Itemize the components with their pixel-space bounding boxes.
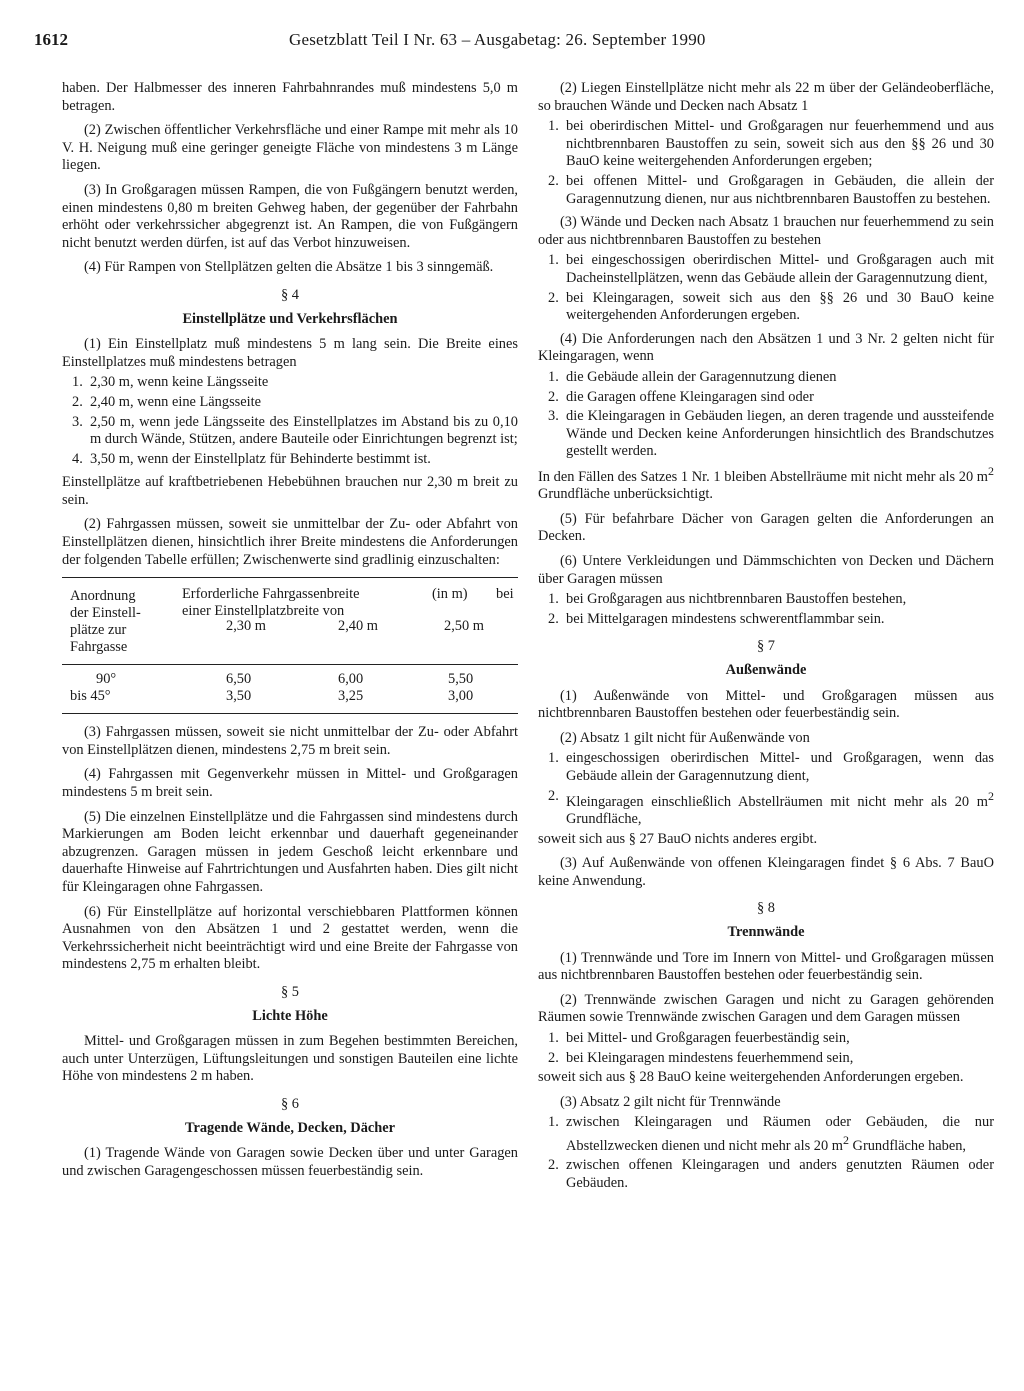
list-item	[538, 788, 994, 829]
table-header-cell: Erforderliche Fahrgassenbreite	[182, 586, 360, 603]
list-number: 1.	[548, 1029, 559, 1046]
left-column	[62, 80, 518, 1187]
list-number: 2.	[548, 1157, 559, 1174]
list-text: bei Kleingaragen mindestens feuerhemmend sein,	[566, 1049, 854, 1066]
text-fragment: Grundfläche haben,	[848, 1137, 967, 1154]
list-number: 2.	[548, 172, 559, 189]
table-header-cell: Fahrgasse	[70, 639, 128, 656]
paragraph: Mittel- und Großgaragen müssen in zum Begehen bestimmten Bereichen, auch unter Unterzügen, Lüftungsleitungen und sonstigen Bauteilen eine lichte Höhe von mindestens 2 m haben.	[62, 1033, 518, 1085]
list-text: 2,50 m, wenn jede Längsseite des Einstellplatzes im Abstand bis zu 0,10 m durch Wände, Stützen, andere Bauteile oder Einrichtungen begrenzt ist;	[90, 413, 518, 448]
list-text: die Gebäude allein der Garagennutzung dienen	[566, 368, 837, 385]
section-title: Tragende Wände, Decken, Dächer	[184, 1119, 396, 1136]
list-text: bei offenen Mittel- und Großgaragen in Gebäuden, die allein der Garagennutzung dienen, nur aus nichtbrennbaren Baustoffen zu bestehen.	[566, 172, 994, 207]
list-item	[538, 173, 994, 208]
list-number: 4.	[72, 450, 83, 467]
table-header-cell: 2,30 m	[226, 618, 266, 635]
paragraph: (2) Trennwände zwischen Garagen und nicht zu Garagen gehörenden Räumen sowie Trennwände zwischen Garagen und dem Garagen müssen	[538, 991, 994, 1026]
paragraph: (1) Ein Einstellplatz muß mindestens 5 m lang sein. Die Breite eines Einstellplatzes muß mindestens betragen	[62, 336, 518, 370]
list-number: 2.	[72, 393, 83, 410]
list-number: 3.	[548, 408, 559, 425]
list-item	[538, 252, 994, 287]
lane-width-table	[62, 577, 518, 714]
table-header-cell: bei	[496, 586, 514, 603]
list-number: 1.	[548, 591, 559, 608]
list-text: 3,50 m, wenn der Einstellplatz für Behinderte bestimmt ist.	[90, 450, 431, 467]
list-text: die Kleingaragen in Gebäuden liegen, an deren tragende und aussteifende Wände und Decken keine Anforderungen hinsichtlich des Brandschutzes gestellt werden.	[566, 408, 994, 460]
list-number: 3.	[72, 413, 83, 430]
numbered-list	[538, 1114, 994, 1192]
numbered-list	[62, 374, 518, 468]
paragraph: (2) Liegen Einstellplätze nicht mehr als 22 m über der Geländeoberfläche, so brauchen Wände und Decken nach Absatz 1	[538, 80, 994, 114]
paragraph: soweit sich aus § 27 BauO nichts anderes ergibt.	[538, 830, 818, 847]
table-header	[62, 578, 518, 665]
list-number: 2.	[548, 787, 559, 804]
section-number: § 6	[281, 1095, 299, 1112]
paragraph: (4) Die Anforderungen nach den Absätzen 1 und 3 Nr. 2 gelten nicht für Kleingaragen, wenn	[538, 330, 994, 365]
table-body	[62, 665, 518, 713]
list-number: 2.	[548, 388, 559, 405]
superscript: 2	[988, 463, 994, 478]
paragraph: (5) Für befahrbare Dächer von Garagen gelten die Anforderungen an Decken.	[538, 510, 994, 545]
list-item	[538, 1050, 994, 1068]
list-item	[538, 290, 994, 325]
paragraph: (2) Zwischen öffentlicher Verkehrsfläche und einer Rampe mit mehr als 10 V. H. Neigung muß eine geringer geneigte Fläche von mindestens 3 m Länge liegen.	[62, 122, 518, 174]
list-text: die Garagen offene Kleingaragen sind oder	[566, 388, 814, 405]
text-fragment: In den Fällen des Satzes 1 Nr. 1 bleiben Abstellräume mit nicht mehr als 20 m	[538, 468, 988, 485]
paragraph: (6) Untere Verkleidungen und Dämmschichten von Decken und Dächern über Garagen müssen	[538, 553, 994, 587]
list-item	[538, 408, 994, 461]
paragraph: (3) Wände und Decken nach Absatz 1 brauchen nur feuerhemmend zu sein oder aus nichtbrennbaren Baustoffen zu bestehen	[538, 214, 994, 248]
list-number: 1.	[548, 252, 559, 269]
table-header-cell: 2,50 m	[444, 618, 484, 635]
table-header-cell: (in m)	[432, 586, 468, 603]
paragraph: (6) Für Einstellplätze auf horizontal verschiebbaren Plattformen können Ausnahmen von den Absätzen 1 und 2 gestattet werden, wenn die Verkehrssicherheit nicht beeinträchtigt wird und eine Breite der Fahrgasse von mindestens 2,75 m erhalten bleibt.	[62, 903, 518, 973]
section-title: Außenwände	[725, 662, 807, 679]
table-cell: 90°	[96, 671, 117, 688]
section-number: § 4	[281, 286, 299, 303]
list-item	[538, 1030, 994, 1048]
list-item	[538, 369, 994, 387]
list-text: bei oberirdischen Mittel- und Großgaragen nur feuerhemmend und aus nichtbrennbaren Baustoffen zu sein, soweit sich aus den §§ 26 und 30 BauO keine weitergehenden Anforderungen ergeben;	[566, 118, 994, 170]
list-number: 2.	[548, 1049, 559, 1066]
paragraph: (3) Absatz 2 gilt nicht für Trennwände	[560, 1093, 781, 1110]
numbered-list	[538, 750, 994, 828]
section-number: § 5	[281, 983, 299, 1000]
list-number: 2.	[548, 610, 559, 627]
paragraph	[538, 463, 994, 504]
paragraph: (3) Fahrgassen müssen, soweit sie nicht unmittelbar der Zu- oder Abfahrt von Einstellplätzen dienen, mindestens 2,75 m breit sein.	[62, 724, 518, 758]
paragraph: haben. Der Halbmesser des inneren Fahrbahnrandes muß mindestens 5,0 m betragen.	[62, 80, 518, 114]
list-item	[62, 451, 518, 469]
table-header-cell: einer Einstellplatzbreite von	[182, 603, 345, 620]
paragraph: (5) Die einzelnen Einstellplätze und die Fahrgassen sind mindestens durch Markierungen am Boden leicht erkennbar und dauerhaft gegeneinander abzugrenzen. Garagen müssen in jedem Geschoß leicht erkennbare und dauerhafte Hinweise auf Fahrtrichtungen und Ausfahrten haben. Dies gilt nicht für Kleingaragen ohne Fahrgassen.	[62, 808, 518, 895]
superscript: 2	[842, 1132, 849, 1147]
table-cell: 5,50	[448, 671, 474, 688]
list-text: bei Mittelgaragen mindestens schwerentflammbar sein.	[566, 610, 885, 627]
list-text: bei eingeschossigen oberirdischen Mittel- und Großgaragen auch mit Dacheinstellplätzen, wenn das Gebäude allein der Garagennutzung dient,	[566, 252, 994, 286]
table-header-cell: 2,40 m	[338, 618, 378, 635]
list-number: 1.	[548, 368, 559, 385]
paragraph: Einstellplätze auf kraftbetriebenen Hebebühnen brauchen nur 2,30 m breit zu sein.	[62, 474, 518, 508]
running-title: Gesetzblatt Teil I Nr. 63 – Ausgabetag: 26. September 1990	[289, 30, 706, 49]
page-number: 1612	[34, 30, 68, 49]
list-text	[566, 1114, 994, 1155]
paragraph: (1) Außenwände von Mittel- und Großgaragen müssen aus nichtbrennbaren Baustoffen bestehen oder feuerbeständig sein.	[538, 687, 994, 722]
text-fragment: zwischen Kleingaragen und Räumen oder Gebäuden, die nur Abstellzwecken dienen und nicht mehr als 20 m	[566, 1114, 994, 1154]
table-header-cell: der Einstell-	[70, 605, 141, 622]
section-title: Lichte Höhe	[252, 1007, 328, 1024]
list-item	[538, 750, 994, 785]
list-number: 2.	[548, 289, 559, 306]
list-item	[538, 611, 994, 629]
list-text: 2,30 m, wenn keine Längsseite	[90, 374, 269, 391]
text-fragment: Kleingaragen einschließlich Abstellräumen mit nicht mehr als 20 m	[566, 793, 988, 810]
list-text: bei Mittel- und Großgaragen feuerbeständig sein,	[566, 1029, 850, 1046]
list-item	[538, 118, 994, 171]
right-column	[538, 80, 994, 1198]
paragraph: (1) Tragende Wände von Garagen sowie Decken über und unter Garagen und zwischen Garagengeschossen müssen feuerbeständig sein.	[62, 1145, 518, 1179]
list-item	[62, 394, 518, 412]
list-item	[62, 414, 518, 449]
list-item	[62, 374, 518, 392]
superscript: 2	[988, 788, 994, 803]
table-cell: 3,25	[338, 688, 364, 705]
list-text: eingeschossigen oberirdischen Mittel- und Großgaragen, wenn das Gebäude allein der Garagennutzung dient,	[566, 750, 994, 784]
page-header	[34, 30, 994, 56]
list-text: bei Großgaragen aus nichtbrennbaren Baustoffen bestehen,	[566, 591, 907, 608]
paragraph: (2) Fahrgassen müssen, soweit sie unmittelbar der Zu- oder Abfahrt von Einstellplätzen dienen, hinsichtlich ihrer Breite mindestens die Anforderungen der folgenden Tabelle erfüllen; Zwischenwerte sind gradlinig einzuschalten:	[62, 516, 518, 568]
table-cell: 3,50	[226, 688, 252, 705]
numbered-list	[538, 591, 994, 628]
section-title: Einstellplätze und Verkehrsflächen	[182, 310, 398, 327]
paragraph: (2) Absatz 1 gilt nicht für Außenwände von	[560, 729, 810, 746]
text-fragment: Grundfläche,	[566, 810, 642, 827]
numbered-list	[538, 369, 994, 461]
section-number: § 7	[757, 638, 775, 655]
table-header-cell: Anordnung	[70, 588, 136, 605]
numbered-list	[538, 252, 994, 324]
table-cell: 6,50	[226, 671, 252, 688]
list-text: 2,40 m, wenn eine Längsseite	[90, 393, 262, 410]
table-cell: bis 45°	[70, 688, 111, 705]
paragraph: (4) Fahrgassen mit Gegenverkehr müssen in Mittel- und Großgaragen mindestens 5 m breit sein.	[62, 766, 518, 801]
list-item	[538, 591, 994, 609]
table-cell: 6,00	[338, 671, 364, 688]
text-fragment: Grundfläche unberücksichtigt.	[538, 486, 714, 503]
list-number: 1.	[548, 118, 559, 135]
list-text	[566, 788, 994, 829]
list-text: zwischen offenen Kleingaragen und anders genutzten Räumen oder Gebäuden.	[566, 1157, 994, 1191]
numbered-list	[538, 1030, 994, 1067]
list-item	[538, 389, 994, 407]
paragraph: (4) Für Rampen von Stellplätzen gelten die Absätze 1 bis 3 sinngemäß.	[84, 259, 494, 276]
list-number: 1.	[548, 750, 559, 767]
section-title: Trennwände	[727, 923, 805, 940]
table-cell: 3,00	[448, 688, 474, 705]
list-text: bei Kleingaragen, soweit sich aus den §§ 26 und 30 BauO keine weitergehenden Anforderungen ergeben.	[566, 289, 994, 324]
list-item	[538, 1157, 994, 1192]
section-number: § 8	[757, 900, 775, 917]
paragraph: (3) In Großgaragen müssen Rampen, die von Fußgängern benutzt werden, einen mindestens 0,80 m breiten Gehweg haben, der gegenüber der Fahrbahn erhöht oder verkehrssicher abgegrenzt ist. An Rampen, die von Fußgängern nicht benutzt werden dürfen, ist auf das Verbot hinzuweisen.	[62, 181, 518, 251]
list-number: 1.	[72, 374, 83, 391]
paragraph: soweit sich aus § 28 BauO keine weitergehenden Anforderungen ergeben.	[538, 1069, 964, 1086]
list-item	[538, 1114, 994, 1155]
paragraph: (3) Auf Außenwände von offenen Kleingaragen findet § 6 Abs. 7 BauO keine Anwendung.	[538, 855, 994, 889]
table-header-cell: plätze zur	[70, 622, 127, 639]
list-number: 1.	[548, 1114, 559, 1131]
numbered-list	[538, 118, 994, 208]
paragraph: (1) Trennwände und Tore im Innern von Mittel- und Großgaragen müssen aus nichtbrennbaren Baustoffen bestehen oder feuerbeständig sein.	[538, 949, 994, 984]
